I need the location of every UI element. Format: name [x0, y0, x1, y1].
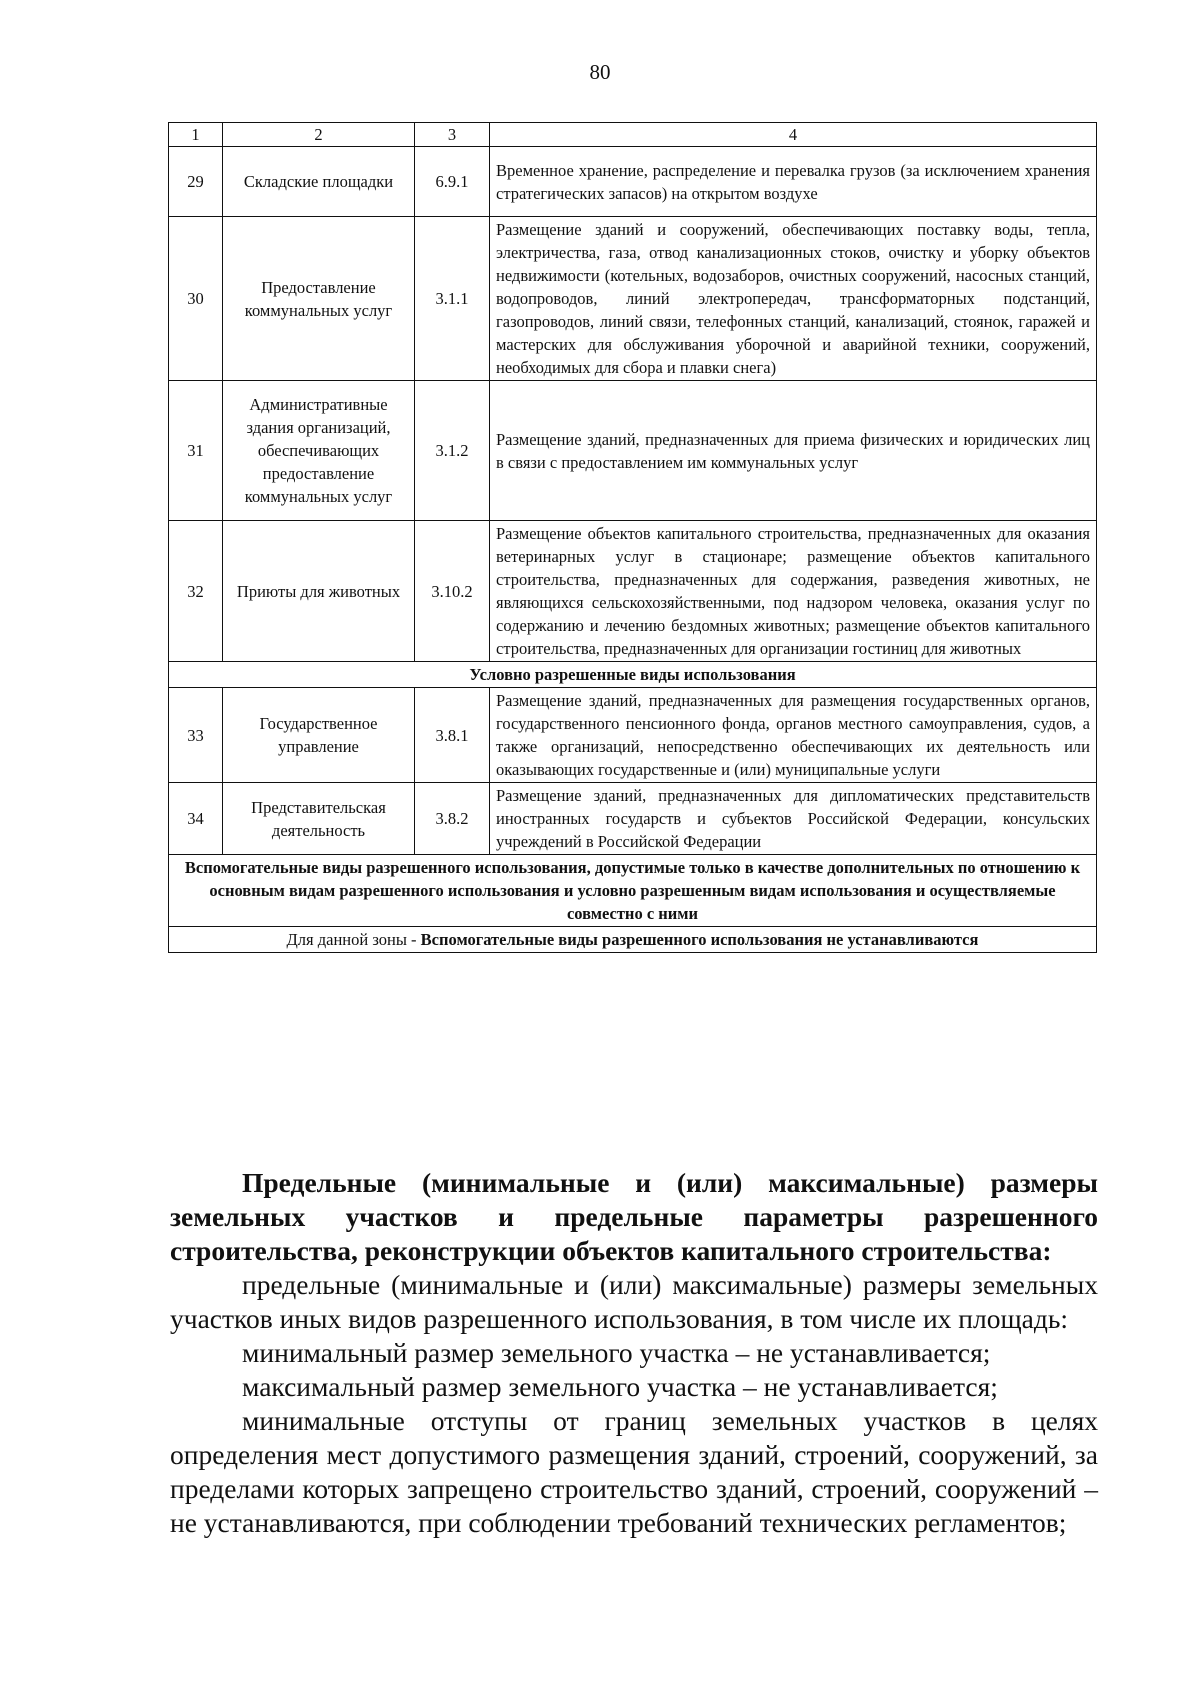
use-name: Государственное управление [223, 688, 415, 783]
section-note-row [169, 927, 1097, 953]
use-description: Временное хранение, распределение и перевалка грузов (за исключением хранения стратегических запасов) на открытом воздухе [490, 147, 1097, 217]
row-number: 33 [169, 688, 223, 783]
auxiliary-note-prefix: Для данной зоны - [286, 930, 421, 949]
row-number: 29 [169, 147, 223, 217]
section-row [169, 662, 1097, 688]
row-number: 34 [169, 783, 223, 855]
table-row [169, 783, 1097, 855]
use-code: 3.8.2 [415, 783, 490, 855]
header-col-2: 2 [223, 123, 415, 147]
parameters-heading: Предельные (минимальные и (или) максимальные) размеры земельных участков и предельные параметры разрешенного строительства, реконструкции объектов капитального строительства: [170, 1167, 1098, 1266]
paragraph-max-size: максимальный размер земельного участка – не устанавливается; [242, 1371, 998, 1402]
table-row [169, 147, 1097, 217]
table-row [169, 217, 1097, 381]
table-header-row [169, 123, 1097, 147]
use-name: Административные здания организаций, обеспечивающих предоставление коммунальных услуг [223, 381, 415, 521]
land-use-table [168, 122, 1097, 953]
header-col-3: 3 [415, 123, 490, 147]
use-name: Представительская деятельность [223, 783, 415, 855]
use-code: 3.10.2 [415, 521, 490, 662]
paragraph-min-size: минимальный размер земельного участка – не устанавливается; [242, 1337, 991, 1368]
use-description: Размещение объектов капитального строительства, предназначенных для оказания ветеринарных услуг в стационаре; размещение объектов капитального строительства, предназначенных для содержания, разведения животных, не являющихся сельскохозяйственными, под надзором человека, оказания услуг по содержанию и лечению бездомных животных; размещение объектов капитального строительства, предназначенных для организации гостиниц для животных [490, 521, 1097, 662]
auxiliary-note [169, 927, 1097, 953]
use-description: Размещение зданий, предназначенных для приема физических и юридических лиц в связи с предоставлением им коммунальных услуг [490, 381, 1097, 521]
header-col-1: 1 [169, 123, 223, 147]
paragraph-sizes: предельные (минимальные и (или) максимальные) размеры земельных участков иных видов разрешенного использования, в том числе их площадь: [170, 1269, 1098, 1334]
section-conditional-title: Условно разрешенные виды использования [169, 662, 1097, 688]
parameters-text [170, 1166, 1098, 1540]
use-description: Размещение зданий, предназначенных для дипломатических представительств иностранных государств и субъектов Российской Федерации, консульских учреждений в Российской Федерации [490, 783, 1097, 855]
use-name: Предоставление коммунальных услуг [223, 217, 415, 381]
table-row [169, 381, 1097, 521]
use-code: 3.8.1 [415, 688, 490, 783]
use-code: 6.9.1 [415, 147, 490, 217]
use-description: Размещение зданий, предназначенных для размещения государственных органов, государственного пенсионного фонда, органов местного самоуправления, судов, а также организаций, непосредственно обеспечивающих их деятельность или оказывающих государственные и (или) муниципальные услуги [490, 688, 1097, 783]
row-number: 31 [169, 381, 223, 521]
use-code: 3.1.2 [415, 381, 490, 521]
auxiliary-note-bold: Вспомогательные виды разрешенного использования не устанавливаются [420, 930, 979, 949]
use-name: Приюты для животных [223, 521, 415, 662]
page-number: 80 [589, 60, 611, 84]
row-number: 32 [169, 521, 223, 662]
table-row [169, 521, 1097, 662]
use-name: Складские площадки [223, 147, 415, 217]
use-description: Размещение зданий и сооружений, обеспечивающих поставку воды, тепла, электричества, газа, отвод канализационных стоков, очистку и уборку объектов недвижимости (котельных, водозаборов, очистных сооружений, насосных станций, водопроводов, линий электропередач, трансформаторных подстанций, газопроводов, линий связи, телефонных станций, канализаций, стоянок, гаражей и мастерских для обслуживания уборочной и аварийной техники, сооружений, необходимых для сбора и плавки снега) [490, 217, 1097, 381]
header-col-4: 4 [490, 123, 1097, 147]
section-auxiliary-title: Вспомогательные виды разрешенного использования, допустимые только в качестве дополнительных по отношению к основным видам разрешенного использования и условно разрешенным видам использования и осуществляемые совместно с ними [169, 855, 1097, 927]
paragraph-setbacks: минимальные отступы от границ земельных участков в целях определения мест допустимого размещения зданий, строений, сооружений, за пределами которых запрещено строительство зданий, строений, сооружений – не устанавливаются, при соблюдении требований технических регламентов; [170, 1405, 1098, 1538]
section-row [169, 855, 1097, 927]
table-row [169, 688, 1097, 783]
row-number: 30 [169, 217, 223, 381]
use-code: 3.1.1 [415, 217, 490, 381]
